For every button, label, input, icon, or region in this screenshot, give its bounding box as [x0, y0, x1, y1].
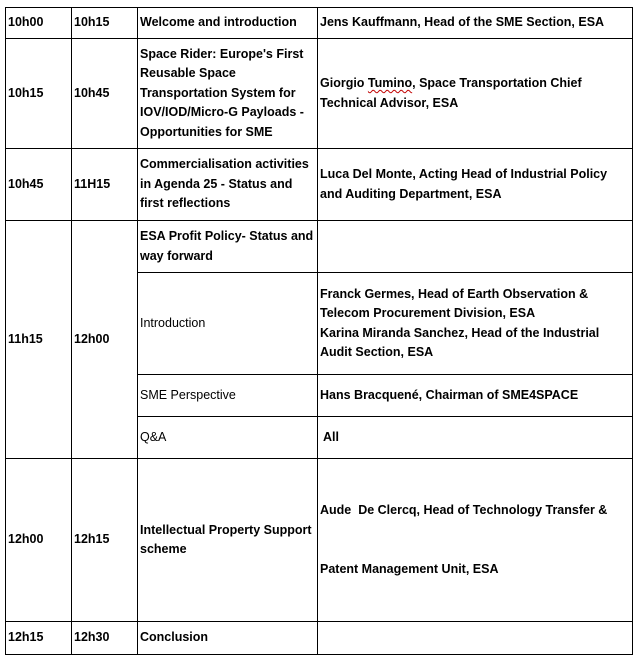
start-time: 10h45: [6, 149, 72, 221]
session-title: ESA Profit Policy- Status and way forward: [138, 221, 318, 273]
table-row: [6, 39, 633, 149]
start-time: 10h00: [6, 8, 72, 39]
end-time: 10h45: [72, 39, 138, 149]
table-row: [6, 459, 633, 622]
table-row: [6, 8, 633, 39]
end-time: 12h00: [72, 221, 138, 459]
start-time: 12h00: [6, 459, 72, 622]
start-time: 10h15: [6, 39, 72, 149]
start-time: 11h15: [6, 221, 72, 459]
session-title: Space Rider: Europe's First Reusable Space Transportation System for IOV/IOD/Micro-G Payloads - Opportunities for SME: [138, 39, 318, 149]
start-time: 12h15: [6, 622, 72, 655]
session-title: Commercialisation activities in Agenda 25 - Status and first reflections: [138, 149, 318, 221]
end-time: 12h30: [72, 622, 138, 655]
session-title: Welcome and introduction: [138, 8, 318, 39]
speaker-cell: Luca Del Monte, Acting Head of Industrial Policy and Auditing Department, ESA: [318, 149, 633, 221]
subrow-label: SME Perspective: [138, 375, 318, 417]
speaker-cell: Giorgio Tumino, Space Transportation Chief Technical Advisor, ESA: [318, 39, 633, 149]
speaker-cell: [318, 622, 633, 655]
subrow-label: Q&A: [138, 417, 318, 459]
end-time: 11H15: [72, 149, 138, 221]
end-time: 10h15: [72, 8, 138, 39]
speaker-cell: Franck Germes, Head of Earth Observation & Telecom Procurement Division, ESA Karina Miranda Sanchez, Head of the Industrial Audit Section, ESA: [318, 273, 633, 375]
table-row: [6, 149, 633, 221]
speaker-cell: Aude De Clercq, Head of Technology Transfer & Patent Management Unit, ESA: [318, 459, 633, 622]
table-row: [6, 221, 633, 273]
subrow-label: Introduction: [138, 273, 318, 375]
table-row: [6, 622, 633, 655]
session-title: Intellectual Property Support scheme: [138, 459, 318, 622]
speaker-cell: Hans Bracquené, Chairman of SME4SPACE: [318, 375, 633, 417]
speaker-cell: Jens Kauffmann, Head of the SME Section, ESA: [318, 8, 633, 39]
agenda-table: [5, 7, 633, 655]
session-title: Conclusion: [138, 622, 318, 655]
speaker-cell: [318, 221, 633, 273]
end-time: 12h15: [72, 459, 138, 622]
speaker-cell: All: [318, 417, 633, 459]
speaker-line: Giorgio Tumino, Space Transportation Chief: [320, 76, 582, 90]
